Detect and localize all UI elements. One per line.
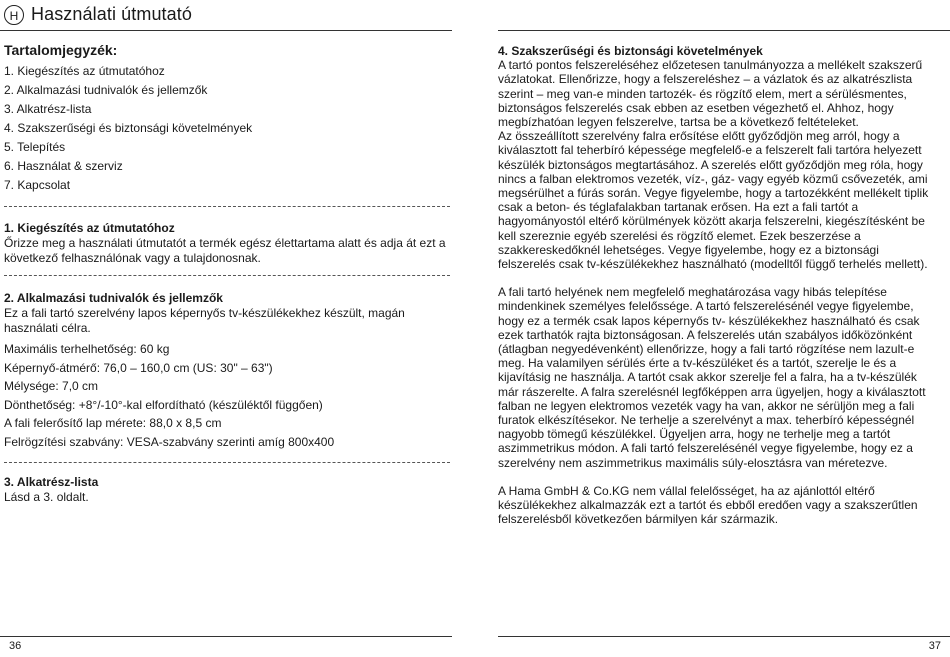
toc-item: 5. Telepítés (4, 140, 66, 154)
toc-item: 1. Kiegészítés az útmutatóhoz (4, 64, 165, 78)
section-3 (4, 475, 452, 505)
section-1-text: Őrizze meg a használati útmutatót a termék egész élettartama alatt és adja át ezt a következő felhasználónak vagy a tulajdonosnak. (4, 236, 446, 265)
spec-line: Képernyő-átmérő: 76,0 – 160,0 cm (US: 30" – 63") (4, 360, 273, 375)
spec-line: A fali felerősítő lap mérete: 88,0 x 8,5 cm (4, 416, 222, 430)
right-page (475, 0, 950, 657)
spec-line: Felrögzítési szabvány: VESA-szabvány szerinti amíg 800x400 (4, 434, 335, 449)
page-number-right: 37 (928, 640, 941, 652)
section-4-title: 4. Szakszerűségi és biztonsági követelmények (498, 44, 763, 58)
footer-rule (0, 636, 452, 637)
section-4-paragraph: A fali tartó helyének nem megfelelő meghatározása vagy hibás telepítése mindenkinek személyes felelőssége. A tartó felszerelésénél vegye figyelembe, hogy ez a termék csak lapos képernyős tv- készülékekhez használható és csak ezek tarthatók rajta biztonságosan. A felszerelés után szabályos időközönként (átlagban negyedévenként) ellenőrizze, hogy a fali tartó rögzítése nem lazult-e meg. Ha valamilyen sérülés érte a tv-készüléket és a tartót, szerelje le és a kijavításig ne használja. A tartót csak akkor szerelje fel a falra, ha a tv-készülék már rászerelte. A falra szerelésnél legfőképpen arra ügyeljen, hogy a kiválasztott falban ne legyen elektromos vezeték vagy ha van, akkor ne sérüljön meg a fali furatok elkészítésekor. Ne terhelje a szerelvényt a max. teherbíró képességnél nagyobb tömegű készülékkel. Ügyeljen arra, hogy ne terhelje meg a tartót aszimmetrikus módon. A fali tartó felszerelésénél vegye figyelembe, hogy ez a szerelvény nem aszimmetrikus maximális súly-elosztásra van méretezve. (498, 285, 926, 470)
language-badge: H (4, 5, 24, 25)
page-header (4, 4, 192, 25)
toc-item: 7. Kapcsolat (4, 178, 71, 192)
spec-line: Dönthetőség: +8°/-10°-kal elfordítható (készüléktől függően) (4, 397, 323, 412)
toc-item: 2. Alkalmazási tudnivalók és jellemzők (4, 83, 208, 97)
toc-item: 3. Alkatrész-lista (4, 102, 92, 116)
section-4-paragraph: Az összeállított szerelvény falra erősítése előtt győződjön meg arról, hogy a kiválasztott fal teherbíró képessége megfelelő-e a felszerelt fali tartóra helyezett készülék biztonságos megtartásához. A szerelés előtt győződjön meg róla, hogy nincs a falban elektromos vezeték, víz-, gáz- vagy egyéb közmű csővezeték, ami megsérülhet a fúrás során. Vegye figyelembe, hogy a tartozékként mellékelt tiplik csak a beton- és téglafalakban tartanak erősen. Ha ezt a fali tartót a hagyományostól eltérő körülmények között akarja felszerelni, kiegészítésként be kell szereznie egyéb szerelési és rögzítő elemet. Ezek beszerzése a szakkereskedőknél lehetséges. Vegye figyelembe, hogy ez a biztonsági felszerelés csak tv-készülékekhez használható (modelltől függő terhelés mellett). (498, 129, 929, 272)
section-4-paragraph: A tartó pontos felszereléséhez előzetesen tanulmányozza a mellékelt szakszerű vázlatokat. Ellenőrizze, hogy a felszereléshez – a vázlatok és az alkatrészlista szerint – meg van-e minden tartozék- és rögzítő elem, mert a sérülésmentes, biztonságos felszerelés csak ebben az esetben végezhető el. Ahhoz, hogy megbízhatóan legyen felszerelve, tartsa be a következő feltételeket. (498, 58, 923, 130)
section-divider (4, 275, 450, 276)
toc-item: 6. Használat & szerviz (4, 159, 123, 173)
section-4-paragraph: A Hama GmbH & Co.KG nem vállal felelősséget, ha az ajánlottól eltérő készülékekhez alkalmazzák ezt a tartót és ebből eredően vagy a szakszerűtlen felszerelésből következően bármilyen kár származik. (498, 483, 918, 527)
header-rule (498, 30, 950, 31)
header-rule (0, 30, 452, 31)
section-divider (4, 206, 450, 207)
toc-title: Tartalomjegyzék: (4, 42, 118, 58)
spec-line: Mélysége: 7,0 cm (4, 379, 99, 393)
section-divider (4, 462, 450, 463)
section-1-title: 1. Kiegészítés az útmutatóhoz (4, 221, 175, 235)
section-2-intro: Ez a fali tartó szerelvény lapos képernyős tv-készülékekhez készült, magán használati célra. (4, 306, 405, 335)
spec-line: Maximális terhelhetőség: 60 kg (4, 342, 170, 356)
table-of-contents (4, 42, 452, 195)
toc-item: 4. Szakszerűségi és biztonsági követelmények (4, 121, 253, 135)
section-2-title: 2. Alkalmazási tudnivalók és jellemzők (4, 291, 223, 305)
page-number-left: 36 (9, 640, 22, 652)
section-3-title: 3. Alkatrész-lista (4, 475, 99, 489)
footer-rule (498, 636, 950, 637)
section-2 (4, 291, 452, 451)
page-title: Használati útmutató (31, 4, 192, 24)
section-1 (4, 221, 452, 266)
section-3-text: Lásd a 3. oldalt. (4, 490, 89, 504)
section-4 (498, 44, 930, 527)
